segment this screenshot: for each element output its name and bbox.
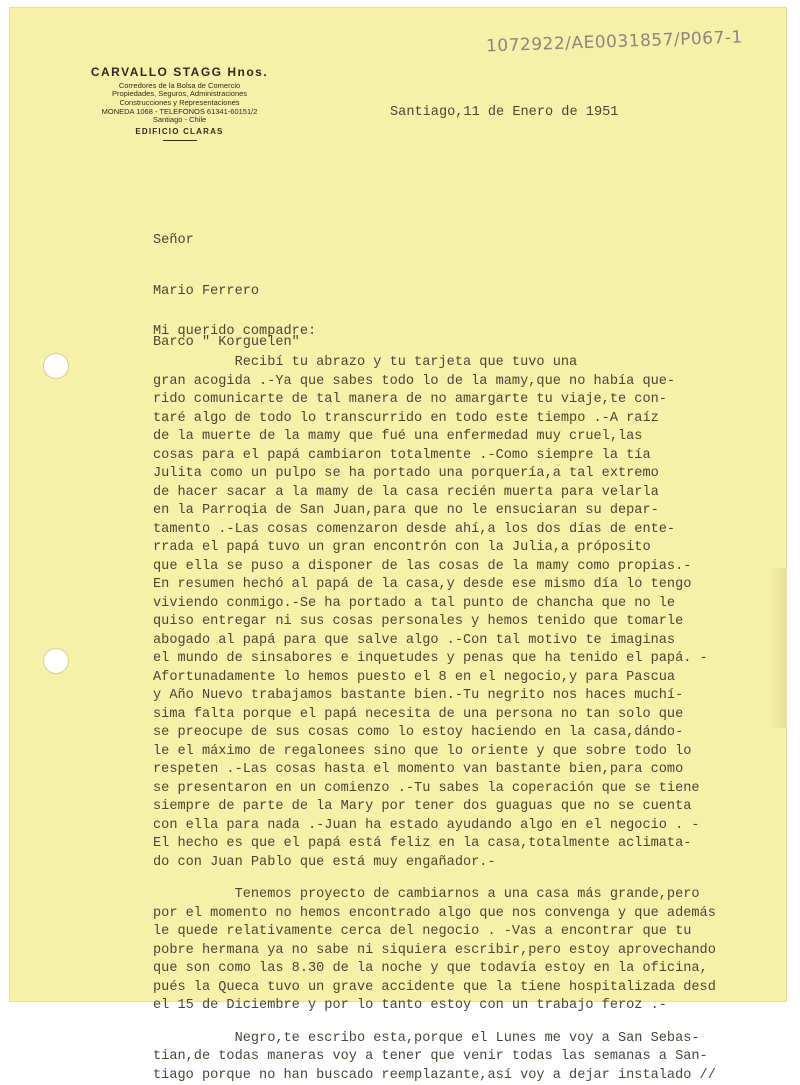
- letterhead-building: EDIFICIO CLARAS: [72, 127, 287, 136]
- body-line: tiago porque no han buscado reemplazante,así voy a dejar instalado //: [153, 1067, 716, 1085]
- body-line: se preocupe de sus cosas como lo estoy haciendo en la casa,dándo-: [153, 724, 716, 743]
- letterhead-line: MONEDA 1068 - TELEFONOS 61341-60151/2: [72, 108, 287, 117]
- body-line: Negro,te escribo esta,porque el Lunes me voy a San Sebas-: [153, 1030, 716, 1049]
- recipient-salutation: Señor: [153, 232, 300, 249]
- letterhead-line: Construcciones y Representaciones: [72, 99, 287, 108]
- body-line: le el máximo de regalonees sino que lo oriente y que sobre todo lo: [153, 743, 716, 762]
- body-line: el 15 de Diciembre y por lo tanto estoy con un trabajo feroz .-: [153, 997, 716, 1016]
- body-line: el mundo de sinsabores e inquetudes y penas que ha tenido el papá. -: [153, 650, 716, 669]
- body-line: se presentaron en un comienzo .-Tu sabes la coperación que se tiene: [153, 780, 716, 799]
- body-line: abogado al papá para que salve algo .-Con tal motivo te imaginas: [153, 632, 716, 651]
- paper-fold-shadow: [770, 568, 786, 728]
- body-paragraph: [153, 886, 716, 1016]
- body-line: pobre hermana ya no sabe ni siquiera escribir,pero estoy aprovechando: [153, 942, 716, 961]
- body-line: por el momento no hemos encontrado algo que nos convenga y que además: [153, 905, 716, 924]
- body-line: El hecho es que el papá está feliz en la casa,totalmente aclimata-: [153, 835, 716, 854]
- body-line: sima falta porque el papá necesita de una persona no tan solo que: [153, 706, 716, 725]
- body-line: viviendo conmigo.-Se ha portado a tal punto de chancha que no le: [153, 595, 716, 614]
- body-line: pués la Queca tuvo un grave accidente que la tiene hospitalizada desd: [153, 979, 716, 998]
- body-line: que ella se puso a disponer de las cosas de la mamy como propias.-: [153, 558, 716, 577]
- letter-date: Santiago,11 de Enero de 1951: [390, 105, 618, 120]
- body-line: Tenemos proyecto de cambiarnos a una casa más grande,pero: [153, 886, 716, 905]
- letter-page: [10, 8, 786, 1001]
- punch-hole-top: [43, 353, 69, 379]
- body-line: respeten .-Las cosas hasta el momento van bastante bien,para como: [153, 761, 716, 780]
- letterhead-line: Santiago - Chile: [72, 116, 287, 125]
- letterhead-company: CARVALLO STAGG Hnos.: [72, 66, 287, 80]
- body-line: En resumen hechó al papá de la casa,y desde ese mismo día lo tengo: [153, 576, 716, 595]
- body-line: rrada el papá tuvo un gran encontrón con la Julia,a próposito: [153, 539, 716, 558]
- recipient-ship: Barco " Korguelen": [153, 334, 300, 351]
- body-line: cosas para el papá cambiaron totalmente .-Como siempre la tía: [153, 447, 716, 466]
- body-line: Julita como un pulpo se ha portado una porquería,a tal extremo: [153, 465, 716, 484]
- letterhead-line: Propiedades, Seguros, Administraciones: [72, 90, 287, 99]
- letterhead-line: Corredores de la Bolsa de Comercio: [72, 82, 287, 91]
- body-line: tian,de todas maneras voy a tener que venir todas las semanas a San-: [153, 1048, 716, 1067]
- letter-greeting: Mi querido compadre:: [153, 324, 316, 339]
- punch-hole-bottom: [43, 648, 69, 674]
- body-paragraph: [153, 354, 716, 872]
- body-line: que son como las 8.30 de la noche y que todavía estoy en la oficina,: [153, 960, 716, 979]
- archive-reference: 1072922/AE0031857/P067-1: [486, 28, 743, 57]
- letter-body: [153, 354, 716, 1085]
- body-line: de hacer sacar a la mamy de la casa recién muerta para velarla: [153, 484, 716, 503]
- body-line: siempre de parte de la Mary por tener dos guaguas que no se cuenta: [153, 798, 716, 817]
- letterhead-divider: [163, 140, 197, 141]
- body-line: le quede relativamente cerca del negocio . -Vas a encontrar que tu: [153, 923, 716, 942]
- body-line: Recibí tu abrazo y tu tarjeta que tuvo una: [153, 354, 716, 373]
- body-line: quiso entregar ni sus cosas personales y hemos tenido que tomarle: [153, 613, 716, 632]
- recipient-name: Mario Ferrero: [153, 283, 300, 300]
- body-paragraph: [153, 1030, 716, 1085]
- body-line: Afortunadamente lo hemos puesto el 8 en el negocio,y para Pascua: [153, 669, 716, 688]
- body-line: do con Juan Pablo que está muy engañador.-: [153, 854, 716, 873]
- body-line: con ella para nada .-Juan ha estado ayudando algo en el negocio . -: [153, 817, 716, 836]
- letterhead: [72, 66, 287, 141]
- body-line: rido comunicarte de tal manera de no amargarte tu viaje,te con-: [153, 391, 716, 410]
- body-line: gran acogida .-Ya que sabes todo lo de la mamy,que no había que-: [153, 373, 716, 392]
- body-line: taré algo de todo lo transcurrido en todo este tiempo .-A raíz: [153, 410, 716, 429]
- body-line: en la Parroqia de San Juan,para que no le ensuciaran su depar-: [153, 502, 716, 521]
- body-line: de la muerte de la mamy que fué una enfermedad muy cruel,las: [153, 428, 716, 447]
- body-line: tamento .-Las cosas comenzaron desde ahí,a los dos días de ente-: [153, 521, 716, 540]
- body-line: y Año Nuevo trabajamos bastante bien.-Tu negrito nos haces muchí-: [153, 687, 716, 706]
